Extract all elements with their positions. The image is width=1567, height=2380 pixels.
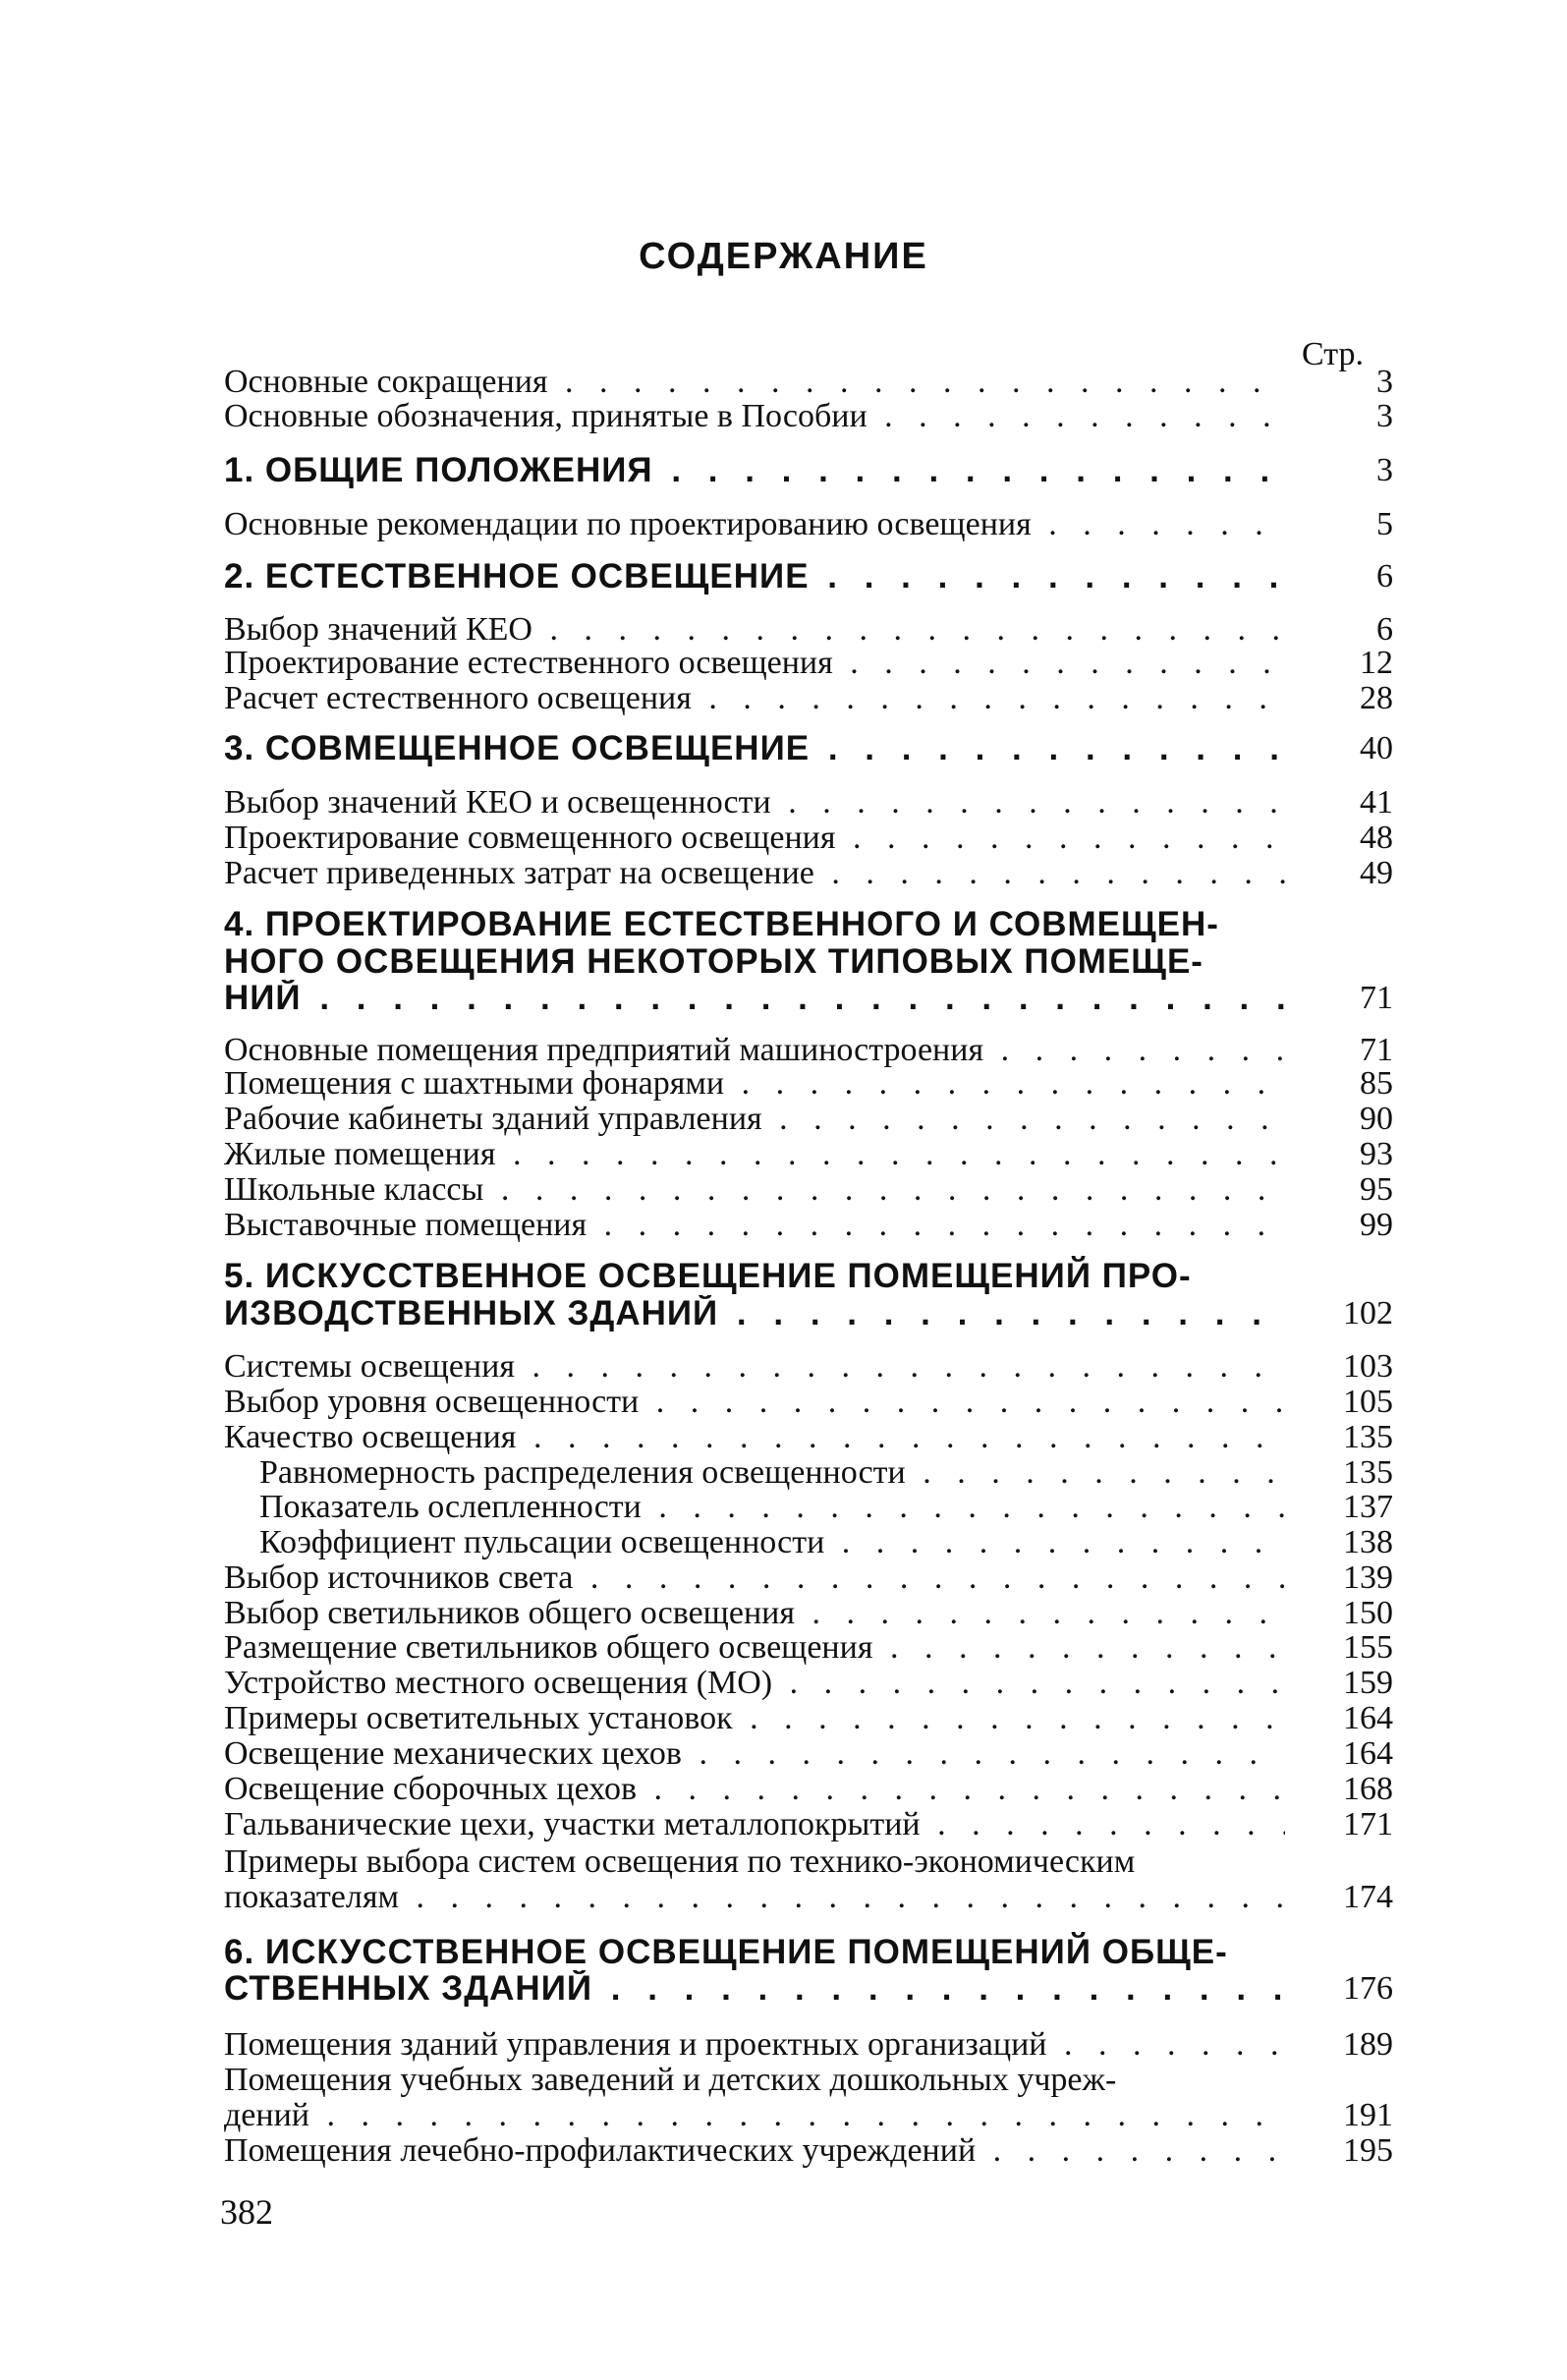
toc-section-heading xyxy=(224,558,1393,597)
toc-page-number: 12 xyxy=(1360,645,1393,681)
toc-entry-label: Гальванические цехи, участки металлопокрытий . . . xyxy=(224,1806,1285,1843)
toc-entry xyxy=(224,1524,1393,1563)
toc-page-number: 48 xyxy=(1360,820,1393,856)
toc-page-number: 135 xyxy=(1343,1419,1393,1455)
toc-page-number: 6 xyxy=(1376,558,1393,595)
toc-entry-label: Выбор уровня освещенности . . . xyxy=(224,1384,1285,1421)
toc-page-number: 95 xyxy=(1360,1171,1393,1208)
toc-page-number: 168 xyxy=(1343,1771,1393,1807)
toc-entry-line: Примеры выбора систем освещения по технико-экономическим xyxy=(224,1843,1136,1880)
toc-entry-label: Выбор светильников общего освещения . . . xyxy=(224,1595,1285,1632)
toc-entry xyxy=(224,784,1393,823)
toc-entry-label: Качество освещения . . . xyxy=(224,1419,1285,1456)
toc-page-number: 3 xyxy=(1376,452,1393,488)
toc-entry-label: СТВЕННЫХ ЗДАНИЙ . . . xyxy=(224,1970,1285,2008)
toc-entry xyxy=(224,1665,1393,1704)
toc-page-number: 150 xyxy=(1343,1595,1393,1631)
toc-entry-label: Примеры осветительных установок . . . xyxy=(224,1700,1285,1737)
toc-entry xyxy=(224,1489,1393,1528)
toc-entry xyxy=(224,2132,1393,2172)
toc-section-heading xyxy=(224,1295,1393,1334)
toc-entry-label: Освещение механических цехов . . . xyxy=(224,1735,1285,1773)
toc-page-number: 137 xyxy=(1343,1489,1393,1525)
toc-heading-line: НОГО ОСВЕЩЕНИЯ НЕКОТОРЫХ ТИПОВЫХ ПОМЕЩЕ- xyxy=(224,942,1203,981)
toc-page-number: 3 xyxy=(1376,398,1393,434)
toc-entry-label: 1. ОБЩИЕ ПОЛОЖЕНИЯ . . . xyxy=(224,452,1285,489)
toc-entry-line: Помещения учебных заведений и детских дошкольных учреж- xyxy=(224,2062,1117,2098)
toc-entry-label: Выбор значений КЕО . . . xyxy=(224,611,1285,649)
toc-entry xyxy=(224,1101,1393,1140)
toc-page-number: 155 xyxy=(1343,1629,1393,1666)
toc-entry xyxy=(224,364,1393,403)
toc-entry xyxy=(224,820,1393,859)
toc-page-number: 164 xyxy=(1343,1700,1393,1736)
toc-entry-label: Расчет естественного освещения . . . xyxy=(224,680,1285,717)
toc-page-number: 49 xyxy=(1360,855,1393,891)
toc-entry xyxy=(224,1136,1393,1175)
toc-section-heading xyxy=(224,980,1393,1019)
toc-entry-label: Помещения с шахтными фонарями . . . xyxy=(224,1065,1285,1103)
toc-entry-label: Основные сокращения . . . xyxy=(224,364,1285,401)
toc-page-number: 139 xyxy=(1343,1559,1393,1596)
toc-page-number: 85 xyxy=(1360,1065,1393,1102)
toc-entry-label: Устройство местного освещения (МО) . . . xyxy=(224,1665,1285,1702)
toc-entry xyxy=(224,645,1393,684)
toc-page-number: 93 xyxy=(1360,1136,1393,1172)
toc-entry xyxy=(224,506,1393,545)
toc-page-number: 41 xyxy=(1360,784,1393,821)
toc-entry xyxy=(224,1700,1393,1739)
toc-page-number: 164 xyxy=(1343,1735,1393,1772)
toc-page-number: 40 xyxy=(1360,730,1393,766)
toc-page-number: 176 xyxy=(1343,1970,1393,2007)
toc-entry xyxy=(224,398,1393,437)
toc-entry xyxy=(224,855,1393,894)
toc-page-number: 191 xyxy=(1343,2097,1393,2133)
page-title: СОДЕРЖАНИЕ xyxy=(639,236,928,277)
toc-page-number: 99 xyxy=(1360,1207,1393,1243)
toc-entry-label: Коэффициент пульсации освещенности . . . xyxy=(259,1524,1285,1561)
toc-entry xyxy=(224,1348,1393,1388)
toc-page-number: 195 xyxy=(1343,2132,1393,2169)
toc-entry-label: ИЗВОДСТВЕННЫХ ЗДАНИЙ . . . xyxy=(224,1295,1285,1332)
toc-entry xyxy=(224,2026,1393,2066)
toc-entry xyxy=(224,1806,1393,1845)
toc-entry-label: Проектирование совмещенного освещения . . . xyxy=(224,820,1285,857)
toc-page-number: 138 xyxy=(1343,1524,1393,1560)
toc-heading-line: 4. ПРОЕКТИРОВАНИЕ ЕСТЕСТВЕННОГО И СОВМЕЩЕН- xyxy=(224,905,1219,943)
toc-entry-label: Размещение светильников общего освещения . . . xyxy=(224,1629,1285,1667)
toc-entry xyxy=(224,1207,1393,1246)
toc-page-number: 174 xyxy=(1343,1879,1393,1915)
toc-entry-label: Основные рекомендации по проектированию освещения . . . xyxy=(224,506,1285,543)
toc-page-number: 71 xyxy=(1360,1032,1393,1068)
toc-entry xyxy=(224,1065,1393,1105)
toc-entry-label: дений . . . xyxy=(224,2097,1285,2134)
toc-entry-label: Рабочие кабинеты зданий управления . . . xyxy=(224,1101,1285,1138)
toc-entry xyxy=(224,1735,1393,1775)
toc-entry xyxy=(224,1171,1393,1211)
toc-page-number: 103 xyxy=(1343,1348,1393,1385)
toc-entry xyxy=(224,1771,1393,1810)
toc-section-heading xyxy=(224,730,1393,769)
toc-entry xyxy=(224,2097,1393,2136)
toc-entry-label: Помещения зданий управления и проектных организаций . . . xyxy=(224,2026,1285,2064)
toc-page-number: 102 xyxy=(1343,1295,1393,1332)
toc-page-number: 5 xyxy=(1376,506,1393,542)
toc-entry-label: Выставочные помещения . . . xyxy=(224,1207,1285,1244)
page-number: 382 xyxy=(220,2192,273,2232)
toc-page-number: 90 xyxy=(1360,1101,1393,1137)
toc-entry xyxy=(224,1879,1393,1918)
toc-page-number: 6 xyxy=(1376,611,1393,648)
toc-entry-label: Освещение сборочных цехов . . . xyxy=(224,1771,1285,1808)
toc-entry-label: Выбор значений КЕО и освещенности . . . xyxy=(224,784,1285,822)
toc-entry-label: Проектирование естественного освещения . . . xyxy=(224,645,1285,682)
toc-entry-label: 2. ЕСТЕСТВЕННОЕ ОСВЕЩЕНИЕ . . . xyxy=(224,558,1285,595)
toc-entry-label: НИЙ . . . xyxy=(224,980,1285,1017)
toc-entry-label: Равномерность распределения освещенности . . . xyxy=(259,1454,1285,1492)
toc-section-heading xyxy=(224,1970,1393,2010)
toc-entry-label: Выбор источников света . . . xyxy=(224,1559,1285,1597)
toc-entry xyxy=(224,1559,1393,1599)
toc-heading-line: 5. ИСКУССТВЕННОЕ ОСВЕЩЕНИЕ ПОМЕЩЕНИЙ ПРО- xyxy=(224,1257,1192,1295)
toc-page-number: 28 xyxy=(1360,680,1393,716)
toc-page-number: 3 xyxy=(1376,364,1393,400)
toc-section-heading xyxy=(224,452,1393,491)
toc-entry-label: показателям . . . xyxy=(224,1879,1285,1916)
toc-entry xyxy=(224,1419,1393,1458)
toc-entry-label: Школьные классы . . . xyxy=(224,1171,1285,1209)
toc-entry xyxy=(224,1384,1393,1423)
toc-entry-label: Системы освещения . . . xyxy=(224,1348,1285,1386)
page-column-label: Стр. xyxy=(1302,336,1365,372)
toc-heading-line: 6. ИСКУССТВЕННОЕ ОСВЕЩЕНИЕ ПОМЕЩЕНИЙ ОБЩЕ- xyxy=(224,1933,1228,1971)
toc-page-number: 135 xyxy=(1343,1454,1393,1491)
toc-entry-label: Основные обозначения, принятые в Пособии . . . xyxy=(224,398,1285,435)
toc-entry-label: Жилые помещения . . . xyxy=(224,1136,1285,1173)
toc-entry-label: Расчет приведенных затрат на освещение . . . xyxy=(224,855,1285,892)
toc-page-number: 71 xyxy=(1360,980,1393,1016)
toc-page-number: 159 xyxy=(1343,1665,1393,1701)
toc-entry xyxy=(224,1595,1393,1634)
toc-page-number: 171 xyxy=(1343,1806,1393,1842)
toc-entry-label: 3. СОВМЕЩЕННОЕ ОСВЕЩЕНИЕ . . . xyxy=(224,730,1285,767)
toc-entry-label: Основные помещения предприятий машиностроения . . . xyxy=(224,1032,1285,1069)
toc-entry xyxy=(224,680,1393,719)
toc-entry-label: Показатель ослепленности . . . xyxy=(259,1489,1285,1526)
toc-entry xyxy=(224,1629,1393,1669)
toc-page-number: 105 xyxy=(1343,1384,1393,1420)
toc-page-number: 189 xyxy=(1343,2026,1393,2063)
toc-entry xyxy=(224,1454,1393,1494)
toc-entry-label: Помещения лечебно-профилактических учреждений . . . xyxy=(224,2132,1285,2170)
